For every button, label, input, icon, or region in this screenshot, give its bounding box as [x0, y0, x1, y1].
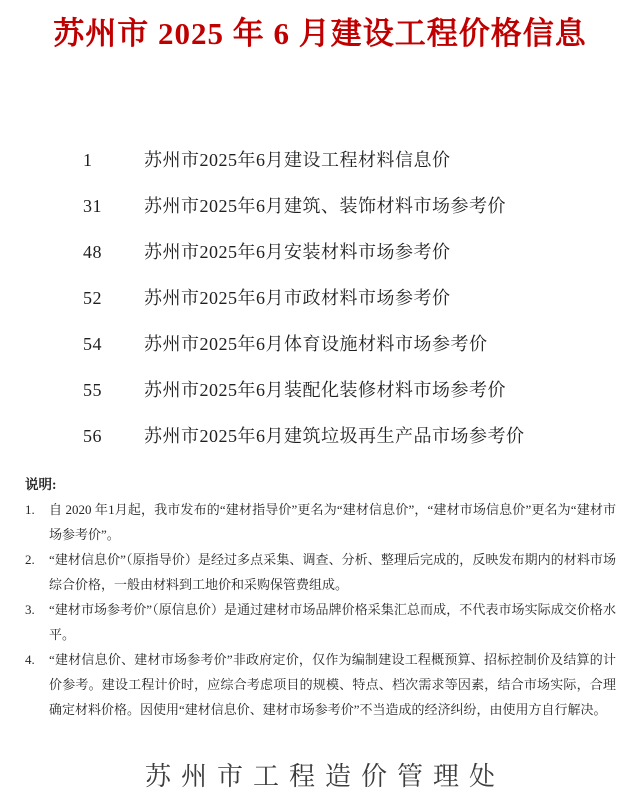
note-text: “建材市场参考价”（原信息价）是通过建材市场品牌价格采集汇总而成，不代表市场实际成交价格水平。: [49, 602, 616, 642]
toc-entry-label: 苏州市2025年6月建筑、装饰材料市场参考价: [144, 196, 506, 216]
toc-entry-label: 苏州市2025年6月体育设施材料市场参考价: [144, 334, 488, 354]
toc-entry: [83, 150, 610, 170]
table-of-contents: [83, 150, 610, 446]
note-text: “建材信息价、建材市场参考价”非政府定价，仅作为编制建设工程概预算、招标控制价及结算的计价参考。建设工程计价时，应综合考虑项目的规模、特点、档次需求等因素，结合市场实际，合理确定材料价格。因使用“建材信息价、建材市场参考价”不当造成的经济纠纷，由使用方自行解决。: [49, 652, 616, 717]
note-text: 自 2020 年1月起，我市发布的“建材指导价”更名为“建材信息价”，“建材市场信息价”更名为“建材市场参考价”。: [49, 502, 616, 542]
toc-entry-label: 苏州市2025年6月市政材料市场参考价: [144, 288, 451, 308]
note-item: [25, 497, 616, 547]
note-item: [25, 597, 616, 647]
toc-page-number: 31: [83, 196, 102, 216]
toc-page-number: 48: [83, 242, 102, 262]
note-number: 2.: [25, 552, 35, 567]
note-number: 3.: [25, 602, 35, 617]
toc-page-number: 1: [83, 150, 93, 170]
toc-entry: [83, 426, 610, 446]
toc-entry: [83, 334, 610, 354]
notes-heading: 说明:: [25, 477, 57, 492]
notes-section: [25, 472, 616, 722]
note-number: 1.: [25, 502, 35, 517]
toc-entry-label: 苏州市2025年6月建设工程材料信息价: [144, 150, 451, 170]
toc-entry: [83, 196, 610, 216]
publisher-name: 苏州市工程造价管理处: [144, 762, 505, 791]
toc-entry: [83, 380, 610, 400]
toc-entry-label: 苏州市2025年6月建筑垃圾再生产品市场参考价: [144, 426, 525, 446]
note-item: [25, 547, 616, 597]
note-item: [25, 647, 616, 722]
toc-page-number: 56: [83, 426, 102, 446]
toc-page-number: 52: [83, 288, 102, 308]
toc-entry: [83, 288, 610, 308]
toc-page-number: 54: [83, 334, 102, 354]
toc-entry-label: 苏州市2025年6月安装材料市场参考价: [144, 242, 451, 262]
toc-entry-label: 苏州市2025年6月装配化装修材料市场参考价: [144, 380, 506, 400]
note-text: “建材信息价”（原指导价）是经过多点采集、调查、分析、整理后完成的，反映发布期内的材料市场综合价格，一般由材料到工地价和采购保管费组成。: [49, 552, 616, 592]
toc-entry: [83, 242, 610, 262]
document-title: 苏州市 2025 年 6 月建设工程价格信息: [53, 16, 587, 51]
note-number: 4.: [25, 652, 35, 667]
toc-page-number: 55: [83, 380, 102, 400]
